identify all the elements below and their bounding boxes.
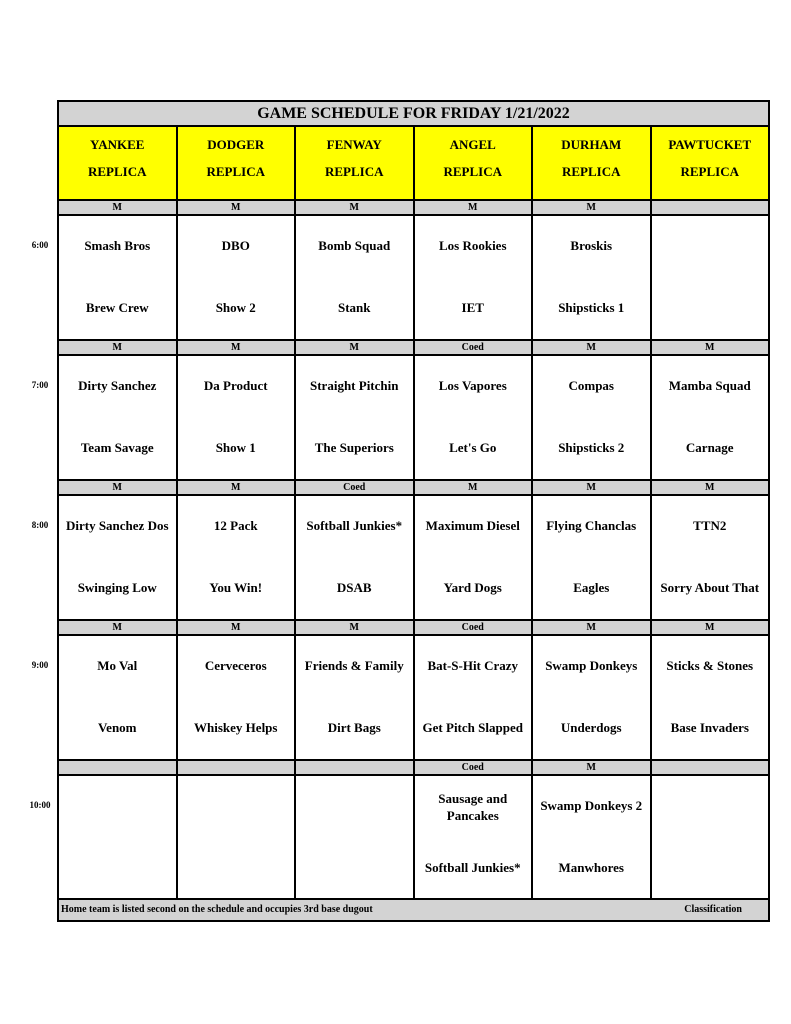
- game-cell: [533, 636, 652, 759]
- home-team: Softball Junkies*: [424, 860, 521, 875]
- home-team: Show 2: [215, 300, 256, 315]
- classification-cell: M: [533, 339, 652, 356]
- classification-cell: M: [533, 479, 652, 496]
- field-header: [178, 127, 297, 199]
- home-team: Team Savage: [80, 440, 154, 455]
- away-team: DBO: [221, 238, 250, 253]
- field-subtitle: REPLICA: [324, 164, 384, 179]
- home-team: Let's Go: [449, 440, 497, 455]
- game-cell: [415, 776, 534, 899]
- home-team: Eagles: [573, 580, 610, 595]
- time-label: 7:00: [31, 380, 49, 390]
- game-cell: [59, 356, 178, 479]
- away-team: 12 Pack: [213, 518, 258, 533]
- away-team: TTN2: [693, 518, 727, 533]
- away-team: Sausage and Pancakes: [438, 791, 508, 823]
- classification-cell: [59, 759, 178, 776]
- field-name: ANGEL: [449, 137, 496, 152]
- classification-cell: M: [296, 619, 415, 636]
- home-team: The Superiors: [314, 440, 394, 455]
- game-cell: [178, 496, 297, 619]
- game-cell: [533, 216, 652, 339]
- classification-cell: M: [178, 339, 297, 356]
- away-team: Softball Junkies*: [306, 518, 403, 533]
- game-cell: [296, 636, 415, 759]
- away-team: Compas: [568, 378, 614, 393]
- away-team: Swamp Donkeys: [545, 658, 638, 673]
- field-name: PAWTUCKET: [668, 137, 752, 152]
- classification-cell: M: [533, 199, 652, 216]
- time-label: 6:00: [31, 240, 49, 250]
- game-cell: [296, 496, 415, 619]
- game-cell: [415, 216, 534, 339]
- classification-cell: M: [59, 619, 178, 636]
- away-team: Straight Pitchin: [310, 378, 399, 393]
- classification-cell: Coed: [296, 479, 415, 496]
- away-team: Broskis: [570, 238, 613, 253]
- home-team: Yard Dogs: [443, 580, 502, 595]
- classification-cell: M: [59, 339, 178, 356]
- schedule-title: GAME SCHEDULE FOR FRIDAY 1/21/2022: [59, 102, 768, 127]
- home-team-note: Home team is listed second on the schedule and occupies 3rd base dugout: [61, 904, 373, 915]
- away-team: Los Rookies: [438, 238, 507, 253]
- game-cell: [296, 356, 415, 479]
- game-cell: [178, 216, 297, 339]
- field-header: [533, 127, 652, 199]
- classification-cell: M: [415, 479, 534, 496]
- home-team: You Win!: [209, 580, 263, 595]
- classification-cell: M: [296, 199, 415, 216]
- field-subtitle: REPLICA: [87, 164, 147, 179]
- game-cell: [652, 776, 769, 899]
- game-cell: [652, 636, 769, 759]
- game-cell: [533, 356, 652, 479]
- home-team: Shipsticks 2: [558, 440, 625, 455]
- away-team: Da Product: [203, 378, 268, 393]
- classification-cell: [296, 759, 415, 776]
- classification-cell: M: [59, 199, 178, 216]
- away-team: Sticks & Stones: [666, 658, 754, 673]
- game-cell: [296, 216, 415, 339]
- field-subtitle: REPLICA: [206, 164, 265, 179]
- time-label: 10:00: [29, 800, 51, 810]
- away-team: Flying Chanclas: [546, 518, 637, 533]
- classification-cell: M: [533, 619, 652, 636]
- field-name: FENWAY: [326, 137, 382, 152]
- classification-cell: M: [652, 339, 769, 356]
- away-team: Los Vapores: [438, 378, 507, 393]
- game-cell: [652, 356, 769, 479]
- home-team: Show 1: [215, 440, 256, 455]
- field-name: DODGER: [207, 137, 265, 152]
- time-label: 9:00: [31, 660, 49, 670]
- away-team: Maximum Diesel: [425, 518, 520, 533]
- away-team: Dirty Sanchez: [78, 378, 157, 393]
- home-team: Brew Crew: [85, 300, 149, 315]
- away-team: Friends & Family: [304, 658, 404, 673]
- game-cell: [533, 776, 652, 899]
- home-team: Swinging Low: [77, 580, 157, 595]
- home-team: DSAB: [336, 580, 372, 595]
- away-team: Swamp Donkeys 2: [540, 798, 643, 813]
- time-label: 8:00: [31, 520, 49, 530]
- game-cell: [59, 216, 178, 339]
- game-cell: [533, 496, 652, 619]
- field-header: [652, 127, 769, 199]
- home-team: Underdogs: [560, 720, 622, 735]
- away-team: Mo Val: [97, 658, 138, 673]
- game-cell: [59, 776, 178, 899]
- classification-cell: [652, 759, 769, 776]
- away-team: Bat-S-Hit Crazy: [427, 658, 519, 673]
- classification-cell: M: [178, 199, 297, 216]
- game-cell: [178, 636, 297, 759]
- game-cell: [415, 636, 534, 759]
- home-team: Shipsticks 1: [558, 300, 625, 315]
- classification-cell: M: [59, 479, 178, 496]
- classification-cell: M: [296, 339, 415, 356]
- schedule-table: [57, 100, 770, 922]
- game-cell: [652, 216, 769, 339]
- classification-cell: [652, 199, 769, 216]
- game-cell: [652, 496, 769, 619]
- field-subtitle: REPLICA: [680, 164, 739, 179]
- game-cell: [59, 636, 178, 759]
- footer-bar: [59, 898, 768, 920]
- away-team: Mamba Squad: [668, 378, 751, 393]
- home-team: Dirt Bags: [327, 720, 381, 735]
- away-team: Smash Bros: [84, 238, 151, 253]
- field-subtitle: REPLICA: [561, 164, 621, 179]
- classification-cell: M: [178, 479, 297, 496]
- away-team: Dirty Sanchez Dos: [65, 518, 169, 533]
- game-cell: [178, 356, 297, 479]
- field-header: [296, 127, 415, 199]
- away-team: Bomb Squad: [318, 238, 391, 253]
- game-cell: [178, 776, 297, 899]
- home-team: Get Pitch Slapped: [422, 720, 523, 735]
- home-team: Sorry About That: [660, 580, 760, 595]
- home-team: Venom: [97, 720, 137, 735]
- home-team: Stank: [337, 300, 371, 315]
- game-cell: [415, 496, 534, 619]
- home-team: Base Invaders: [670, 720, 749, 735]
- home-team: IET: [461, 300, 484, 315]
- classification-cell: [178, 759, 297, 776]
- game-cell: [415, 356, 534, 479]
- classification-cell: Coed: [415, 759, 534, 776]
- game-cell: [296, 776, 415, 899]
- field-header: [415, 127, 534, 199]
- classification-cell: M: [415, 199, 534, 216]
- away-team: Cerveceros: [204, 658, 267, 673]
- classification-label: Classification: [684, 904, 742, 915]
- home-team: Manwhores: [558, 860, 624, 875]
- classification-cell: M: [652, 479, 769, 496]
- classification-cell: M: [652, 619, 769, 636]
- classification-cell: M: [533, 759, 652, 776]
- field-name: YANKEE: [90, 137, 145, 152]
- game-cell: [59, 496, 178, 619]
- classification-cell: M: [178, 619, 297, 636]
- home-team: Whiskey Helps: [194, 720, 278, 735]
- field-header: [59, 127, 178, 199]
- classification-cell: Coed: [415, 339, 534, 356]
- field-name: DURHAM: [561, 137, 622, 152]
- field-subtitle: REPLICA: [443, 164, 502, 179]
- classification-cell: Coed: [415, 619, 534, 636]
- home-team: Carnage: [685, 440, 734, 455]
